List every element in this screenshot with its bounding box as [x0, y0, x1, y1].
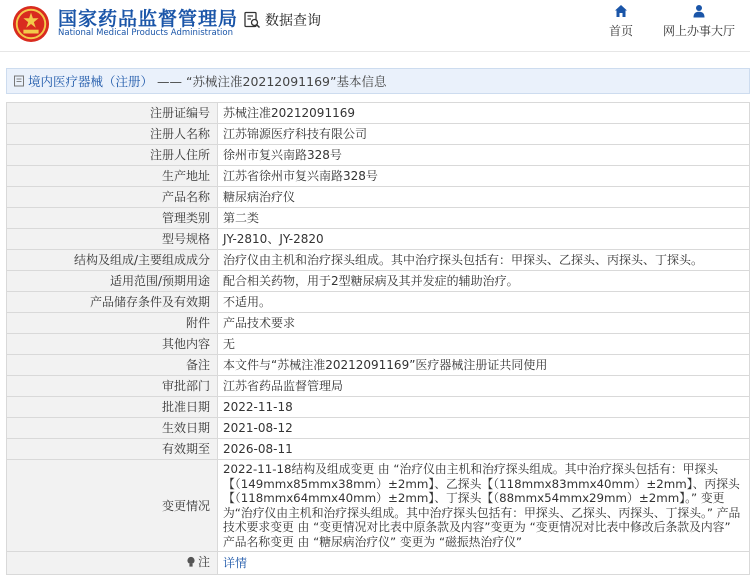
- row-value: 不适用。: [218, 292, 750, 313]
- row-value: 2026-08-11: [218, 439, 750, 460]
- row-value: 产品技术要求: [218, 313, 750, 334]
- site-subtitle: National Medical Products Administration: [58, 28, 233, 38]
- row-value: 江苏省药品监督管理局: [218, 376, 750, 397]
- breadcrumb-current: “苏械注准20212091169”基本信息: [186, 74, 387, 89]
- row-value: [218, 552, 750, 575]
- table-row: [7, 187, 750, 208]
- row-value: 2021-08-12: [218, 418, 750, 439]
- site-title[interactable]: 国家药品监督管理局: [58, 8, 239, 30]
- row-label: 有效期至: [7, 439, 218, 460]
- table-row: [7, 250, 750, 271]
- table-row: [7, 376, 750, 397]
- data-query-label: 数据查询: [265, 13, 321, 29]
- row-value: 糖尿病治疗仪: [218, 187, 750, 208]
- table-row: [7, 103, 750, 124]
- row-label: 附件: [7, 313, 218, 334]
- row-label: 注册人名称: [7, 124, 218, 145]
- nav-online-service-hall[interactable]: [660, 4, 738, 39]
- table-row: [7, 145, 750, 166]
- table-row: [7, 229, 750, 250]
- row-label: 产品储存条件及有效期: [7, 292, 218, 313]
- row-label: 注册人住所: [7, 145, 218, 166]
- table-row: [7, 166, 750, 187]
- row-label: 其他内容: [7, 334, 218, 355]
- row-value: 苏械注准20212091169: [218, 103, 750, 124]
- table-row: [7, 208, 750, 229]
- table-row: [7, 313, 750, 334]
- row-label: 管理类别: [7, 208, 218, 229]
- row-value: 配合相关药物，用于2型糖尿病及其并发症的辅助治疗。: [218, 271, 750, 292]
- nav-hall-label: 网上办事大厅: [662, 24, 735, 38]
- home-icon: [614, 4, 628, 18]
- row-value: 治疗仪由主机和治疗探头组成。其中治疗探头包括有：甲探头、乙探头、丙探头、丁探头。: [218, 250, 750, 271]
- row-value: 2022-11-18: [218, 397, 750, 418]
- row-value: 本文件与“苏械注准20212091169”医疗器械注册证共同使用: [218, 355, 750, 376]
- row-label: 审批部门: [7, 376, 218, 397]
- row-label: 变更情况: [7, 460, 218, 552]
- row-value: 徐州市复兴南路328号: [218, 145, 750, 166]
- user-icon: [692, 4, 706, 18]
- lightbulb-icon: [186, 556, 196, 568]
- row-label: 结构及组成/主要组成成分: [7, 250, 218, 271]
- row-value: 江苏省徐州市复兴南路328号: [218, 166, 750, 187]
- row-label: 备注: [7, 355, 218, 376]
- table-row: [7, 334, 750, 355]
- row-value: 无: [218, 334, 750, 355]
- row-label: 批准日期: [7, 397, 218, 418]
- table-row: [7, 460, 750, 552]
- table-row: [7, 552, 750, 575]
- row-value: 江苏锦源医疗科技有限公司: [218, 124, 750, 145]
- nav-home[interactable]: [604, 4, 638, 39]
- table-row: [7, 397, 750, 418]
- row-label: 产品名称: [7, 187, 218, 208]
- row-label: 生产地址: [7, 166, 218, 187]
- data-query-link[interactable]: [243, 8, 321, 32]
- table-row: [7, 271, 750, 292]
- table-row: [7, 355, 750, 376]
- breadcrumb-section-link[interactable]: 境内医疗器械（注册）: [28, 74, 154, 89]
- nav-home-label: 首页: [608, 24, 633, 38]
- breadcrumb-separator: ——: [157, 73, 183, 89]
- row-value: JY-2810、JY-2820: [218, 229, 750, 250]
- row-label: 注册证编号: [7, 103, 218, 124]
- row-value: 第二类: [218, 208, 750, 229]
- table-row: [7, 418, 750, 439]
- national-emblem-icon: [12, 5, 50, 43]
- row-label: 型号规格: [7, 229, 218, 250]
- table-row: [7, 124, 750, 145]
- details-link[interactable]: 详情: [223, 556, 248, 570]
- row-value: 2022-11-18结构及组成变更 由 “治疗仪由主机和治疗探头组成。其中治疗探头包括有：甲探头【（149mmx85mmx38mm）±2mm】、乙探头【（118mmx83mmx40mm）±2mm】、丙探头【（118mmx64mmx40mm）±2mm】、丁探头【（88mmx54mmx29mm）±2mm】。” 变更为“治疗仪由主机和治疗探头组成。其中治疗探头包括有：甲探头、乙探头、丙探头、丁探头。” 产品技术要求变更 由 “变更情况对比表中原条款及内容”变更为 “变更情况对比表中修改后条款及内容” 产品名称变更 由 “糖尿病治疗仪” 变更为 “磁振热治疗仪”: [218, 460, 750, 552]
- note-label: 注: [197, 555, 210, 569]
- document-icon: [13, 75, 25, 87]
- breadcrumb: [6, 68, 750, 94]
- row-label: 适用范围/预期用途: [7, 271, 218, 292]
- site-header: [0, 0, 750, 52]
- table-row: [7, 439, 750, 460]
- registration-info-table: [6, 102, 750, 575]
- row-label: [7, 552, 218, 575]
- document-search-icon: [243, 11, 261, 29]
- table-row: [7, 292, 750, 313]
- row-label: 生效日期: [7, 418, 218, 439]
